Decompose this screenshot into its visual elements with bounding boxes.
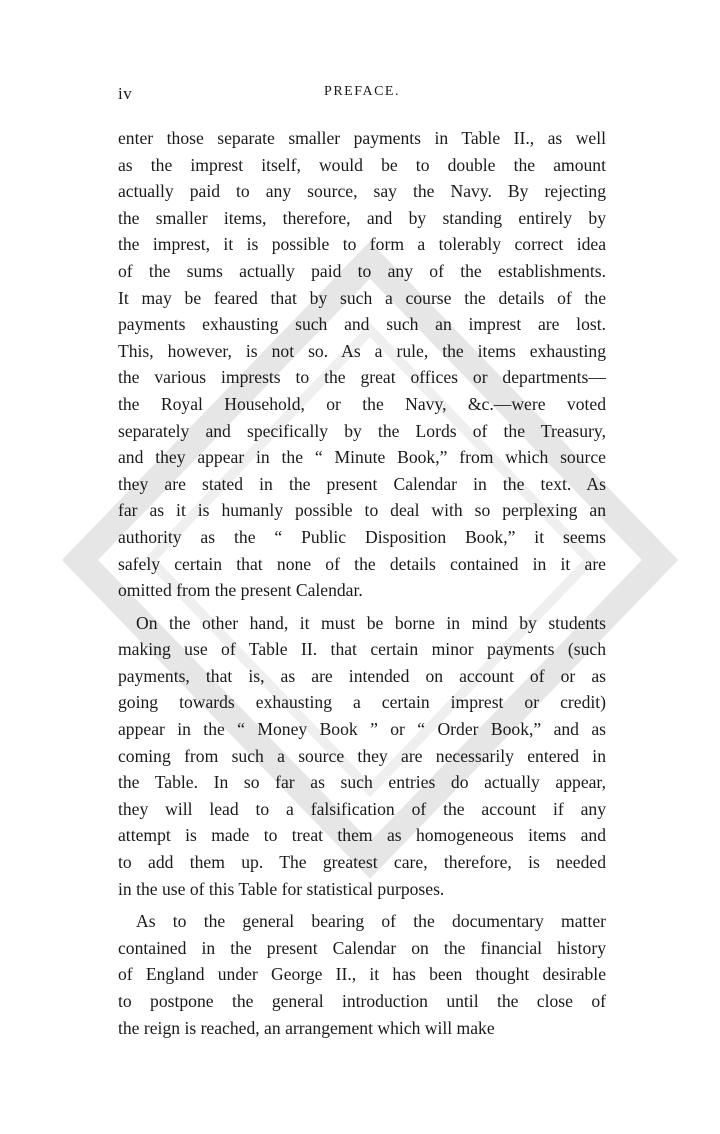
text-line: of England under George II., it has been thought desirable xyxy=(118,964,606,985)
text-line: as the imprest itself, would be to double the amount xyxy=(118,154,606,175)
text-line: the Table. In so far as such entries do actually appear, xyxy=(118,772,606,793)
page-number: iv xyxy=(118,84,133,103)
text-line: they will lead to a falsification of the account if any xyxy=(118,798,606,819)
text-line: As to the general bearing of the documentary matter xyxy=(136,911,606,932)
paragraph xyxy=(118,908,606,1041)
text-line: and they appear in the “ Minute Book,” from which source xyxy=(118,447,606,468)
text-line: payments exhausting such and such an imprest are lost. xyxy=(118,314,606,335)
text-line: to postpone the general introduction until the close of xyxy=(118,991,606,1011)
text-line: It may be feared that by such a course the details of the xyxy=(118,287,606,308)
page-header xyxy=(118,84,606,108)
text-line: the imprest, it is possible to form a tolerably correct idea xyxy=(118,234,606,255)
text-line: This, however, is not so. As a rule, the items exhausting xyxy=(118,340,606,361)
paragraph xyxy=(118,610,606,903)
text-line: safely certain that none of the details contained in it are xyxy=(118,553,606,574)
text-line: in the use of this Table for statistical purposes. xyxy=(118,878,445,899)
text-line: payments, that is, as are intended on account of or as xyxy=(118,665,606,686)
text-line: to add them up. The greatest care, therefore, is needed xyxy=(118,852,606,873)
text-line: attempt is made to treat them as homogeneous items and xyxy=(118,825,606,846)
text-line: authority as the “ Public Disposition Book,” it seems xyxy=(118,526,606,547)
text-line: enter those separate smaller payments in Table II., as well xyxy=(118,128,606,148)
text-line: appear in the “ Money Book ” or “ Order Book,” and as xyxy=(118,719,606,740)
text-line: the smaller items, therefore, and by standing entirely by xyxy=(118,207,606,228)
text-line: going towards exhausting a certain imprest or credit) xyxy=(118,692,606,713)
text-line: actually paid to any source, say the Navy. By rejecting xyxy=(118,181,606,202)
text-line: the Royal Household, or the Navy, &c.—were voted xyxy=(118,393,606,414)
text-line: coming from such a source they are necessarily entered in xyxy=(118,745,606,766)
text-line: separately and specifically by the Lords of the Treasury, xyxy=(118,420,606,441)
running-head: PREFACE. xyxy=(324,84,400,99)
text-line: On the other hand, it must be borne in mind by students xyxy=(136,612,606,633)
paragraph xyxy=(118,125,606,604)
text-line: contained in the present Calendar on the financial history xyxy=(118,937,606,958)
body-text xyxy=(118,125,606,1041)
text-line: far as it is humanly possible to deal with so perplexing an xyxy=(118,500,606,521)
text-line: the various imprests to the great offices or departments— xyxy=(118,367,606,388)
text-line: they are stated in the present Calendar in the text. As xyxy=(118,473,606,494)
text-line: omitted from the present Calendar. xyxy=(118,580,363,601)
text-line: making use of Table II. that certain minor payments (such xyxy=(118,639,606,660)
text-line: the reign is reached, an arrangement which will make xyxy=(118,1017,495,1038)
text-line: of the sums actually paid to any of the establishments. xyxy=(118,260,606,281)
